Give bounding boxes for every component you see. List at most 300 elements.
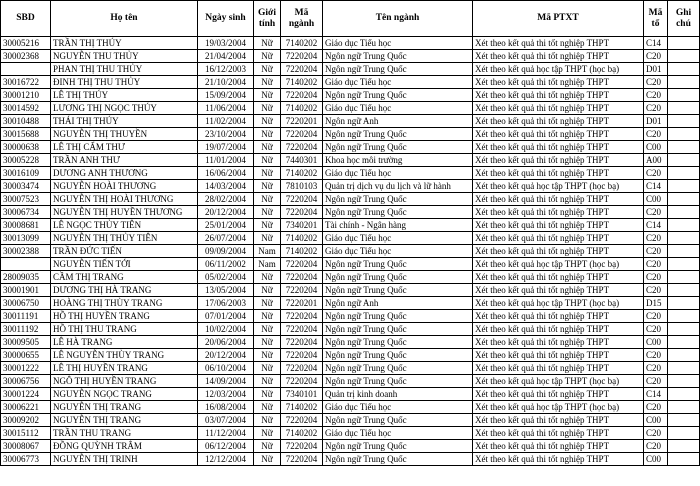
cell-ten-nganh: Ngôn ngữ Trung Quốc [323,258,473,271]
cell-ngay-sinh: 20/06/2004 [198,336,254,349]
cell-ma-to: D15 [644,297,668,310]
cell-ghi-chu [668,284,700,297]
cell-sbd: 30001222 [1,362,51,375]
cell-ho-ten: NGUYỄN THỊ TRANG [51,401,198,414]
cell-ma-nganh: 7220204 [281,349,323,362]
table-row [1,76,700,89]
cell-ten-nganh: Quản trị dịch vụ du lịch và lữ hành [323,180,473,193]
cell-gioi-tinh: Nữ [254,323,281,336]
header-row [1,1,700,37]
cell-ma-nganh: 7440301 [281,154,323,167]
cell-ma-to: C20 [644,427,668,440]
cell-gioi-tinh: Nữ [254,310,281,323]
cell-ho-ten: DƯƠNG THỊ HÀ TRANG [51,284,198,297]
cell-ho-ten: DƯƠNG ANH THƯƠNG [51,167,198,180]
cell-ho-ten: TRẦN THỊ THÚY [51,37,198,50]
cell-sbd: 30000655 [1,349,51,362]
cell-ma-to: C14 [644,180,668,193]
cell-gioi-tinh: Nữ [254,427,281,440]
header-gioi-tinh: Giới tính [254,1,281,37]
cell-ghi-chu [668,271,700,284]
cell-ma-ptxt: Xét theo kết quả thi tốt nghiệp THPT [473,128,644,141]
cell-ma-to: C14 [644,388,668,401]
cell-ma-nganh: 7140202 [281,37,323,50]
cell-ngay-sinh: 06/12/2004 [198,440,254,453]
cell-ghi-chu [668,206,700,219]
cell-sbd: 30009505 [1,336,51,349]
cell-ho-ten: NGUYỄN THU THỦY [51,50,198,63]
cell-sbd: 30010488 [1,115,51,128]
cell-ma-to: C20 [644,245,668,258]
cell-ma-to: C20 [644,167,668,180]
cell-ma-ptxt: Xét theo kết quả học tập THPT (học bạ) [473,401,644,414]
cell-ten-nganh: Giáo dục Tiểu học [323,76,473,89]
cell-ho-ten: HOÀNG THỊ THÙY TRANG [51,297,198,310]
table-row [1,310,700,323]
cell-sbd: 30006750 [1,297,51,310]
cell-ten-nganh: Giáo dục Tiểu học [323,167,473,180]
header-ghi-chu: Ghi chú [668,1,700,37]
cell-ghi-chu [668,63,700,76]
cell-ma-to: C20 [644,323,668,336]
cell-ngay-sinh: 13/05/2004 [198,284,254,297]
cell-ghi-chu [668,427,700,440]
cell-ma-nganh: 7140202 [281,167,323,180]
cell-ma-to: C00 [644,336,668,349]
cell-ma-nganh: 7140202 [281,232,323,245]
cell-ma-to: C20 [644,102,668,115]
cell-ngay-sinh: 11/06/2004 [198,102,254,115]
cell-sbd: 30011192 [1,323,51,336]
cell-ngay-sinh: 28/02/2004 [198,193,254,206]
cell-gioi-tinh: Nữ [254,388,281,401]
table-row [1,297,700,310]
cell-ten-nganh: Ngôn ngữ Trung Quốc [323,284,473,297]
cell-ma-nganh: 7340201 [281,219,323,232]
cell-ten-nganh: Giáo dục Tiểu học [323,245,473,258]
header-ten-nganh: Tên ngành [323,1,473,37]
table-row [1,388,700,401]
cell-ma-ptxt: Xét theo kết quả thi tốt nghiệp THPT [473,76,644,89]
cell-ma-to: C14 [644,37,668,50]
cell-ma-nganh: 7140202 [281,102,323,115]
cell-gioi-tinh: Nữ [254,128,281,141]
table-row [1,440,700,453]
cell-ngay-sinh: 21/10/2004 [198,76,254,89]
cell-ten-nganh: Ngôn ngữ Trung Quốc [323,193,473,206]
cell-ngay-sinh: 03/07/2004 [198,414,254,427]
cell-ten-nganh: Ngôn ngữ Trung Quốc [323,375,473,388]
table-row [1,401,700,414]
cell-ten-nganh: Ngôn ngữ Trung Quốc [323,63,473,76]
cell-ho-ten: HỒ THỊ THU TRANG [51,323,198,336]
cell-ma-ptxt: Xét theo kết quả thi tốt nghiệp THPT [473,284,644,297]
cell-ten-nganh: Giáo dục Tiểu học [323,102,473,115]
table-row [1,89,700,102]
cell-ten-nganh: Ngôn ngữ Trung Quốc [323,349,473,362]
cell-ghi-chu [668,336,700,349]
cell-gioi-tinh: Nữ [254,63,281,76]
cell-ngay-sinh: 11/02/2004 [198,115,254,128]
cell-gioi-tinh: Nữ [254,232,281,245]
cell-ho-ten: NGUYỄN HOÀI THƯƠNG [51,180,198,193]
cell-ma-nganh: 7220204 [281,271,323,284]
cell-ten-nganh: Giáo dục Tiểu học [323,37,473,50]
cell-ma-nganh: 7220204 [281,284,323,297]
cell-ten-nganh: Ngôn ngữ Trung Quốc [323,414,473,427]
cell-ho-ten: LÊ THỊ CẨM THƯ [51,141,198,154]
cell-ma-nganh: 7220204 [281,440,323,453]
cell-ghi-chu [668,375,700,388]
table-row [1,323,700,336]
cell-ma-ptxt: Xét theo kết quả học tập THPT (học bạ) [473,258,644,271]
cell-ngay-sinh: 06/10/2004 [198,362,254,375]
cell-ho-ten: NGUYỄN THỊ HOÀI THƯƠNG [51,193,198,206]
cell-ma-to: C00 [644,414,668,427]
cell-ten-nganh: Giáo dục Tiểu học [323,401,473,414]
cell-ten-nganh: Ngôn ngữ Trung Quốc [323,323,473,336]
cell-ghi-chu [668,37,700,50]
cell-gioi-tinh: Nữ [254,284,281,297]
cell-ngay-sinh: 20/12/2004 [198,206,254,219]
cell-ngay-sinh: 10/02/2004 [198,323,254,336]
cell-ghi-chu [668,414,700,427]
cell-ma-ptxt: Xét theo kết quả thi tốt nghiệp THPT [473,232,644,245]
cell-ma-ptxt: Xét theo kết quả thi tốt nghiệp THPT [473,115,644,128]
table-row [1,232,700,245]
cell-sbd: 30006734 [1,206,51,219]
cell-sbd: 30006773 [1,453,51,466]
cell-gioi-tinh: Nữ [254,102,281,115]
cell-sbd [1,63,51,76]
cell-sbd: 30015688 [1,128,51,141]
cell-ngay-sinh: 15/09/2004 [198,89,254,102]
cell-ma-ptxt: Xét theo kết quả thi tốt nghiệp THPT [473,219,644,232]
cell-sbd: 30002388 [1,245,51,258]
cell-ma-ptxt: Xét theo kết quả thi tốt nghiệp THPT [473,154,644,167]
cell-ngay-sinh: 09/09/2004 [198,245,254,258]
cell-sbd: 28009035 [1,271,51,284]
cell-ma-nganh: 7220204 [281,258,323,271]
cell-sbd: 30009202 [1,414,51,427]
cell-sbd: 30006221 [1,401,51,414]
cell-ten-nganh: Ngôn ngữ Trung Quốc [323,336,473,349]
cell-ma-ptxt: Xét theo kết quả thi tốt nghiệp THPT [473,89,644,102]
cell-ma-to: A00 [644,154,668,167]
table-row [1,180,700,193]
cell-ho-ten: THÁI THỊ THÚY [51,115,198,128]
cell-ma-nganh: 7220204 [281,310,323,323]
table-row [1,128,700,141]
table-row [1,63,700,76]
cell-ma-to: C20 [644,206,668,219]
cell-ten-nganh: Ngôn ngữ Trung Quốc [323,271,473,284]
cell-sbd [1,258,51,271]
cell-ma-to: C20 [644,362,668,375]
cell-ma-to: C20 [644,375,668,388]
cell-ma-ptxt: Xét theo kết quả học tập THPT (học bạ) [473,375,644,388]
cell-ten-nganh: Ngôn ngữ Trung Quốc [323,453,473,466]
table-row [1,375,700,388]
cell-sbd: 30001901 [1,284,51,297]
cell-ma-ptxt: Xét theo kết quả thi tốt nghiệp THPT [473,37,644,50]
table-row [1,453,700,466]
cell-ngay-sinh: 14/09/2004 [198,375,254,388]
table-row [1,50,700,63]
cell-gioi-tinh: Nữ [254,375,281,388]
cell-ma-to: C20 [644,284,668,297]
cell-ngay-sinh: 06/11/2002 [198,258,254,271]
cell-gioi-tinh: Nữ [254,89,281,102]
cell-ma-nganh: 7140202 [281,76,323,89]
cell-ho-ten: LÊ HÀ TRANG [51,336,198,349]
cell-ma-ptxt: Xét theo kết quả thi tốt nghiệp THPT [473,271,644,284]
cell-ma-nganh: 7140202 [281,245,323,258]
cell-ma-to: C00 [644,141,668,154]
cell-gioi-tinh: Nữ [254,154,281,167]
cell-ghi-chu [668,323,700,336]
cell-ma-to: C20 [644,89,668,102]
cell-ma-nganh: 7220204 [281,362,323,375]
cell-sbd: 30005228 [1,154,51,167]
cell-sbd: 30016722 [1,76,51,89]
cell-ho-ten: PHAN THỊ THU THỦY [51,63,198,76]
cell-ma-to: D01 [644,63,668,76]
cell-ho-ten: LÊ NGUYỄN THÙY TRANG [51,349,198,362]
cell-ten-nganh: Ngôn ngữ Anh [323,115,473,128]
cell-gioi-tinh: Nữ [254,271,281,284]
cell-ngay-sinh: 05/02/2004 [198,271,254,284]
table-row [1,193,700,206]
table-row [1,336,700,349]
cell-ghi-chu [668,76,700,89]
cell-gioi-tinh: Nữ [254,453,281,466]
cell-ho-ten: CẦM THỊ TRANG [51,271,198,284]
cell-ho-ten: NGUYỄN THỊ HUYỀN THƯƠNG [51,206,198,219]
cell-ghi-chu [668,180,700,193]
table-row [1,284,700,297]
cell-gioi-tinh: Nữ [254,37,281,50]
cell-ten-nganh: Giáo dục Tiểu học [323,232,473,245]
cell-ngay-sinh: 07/01/2004 [198,310,254,323]
cell-ten-nganh: Ngôn ngữ Trung Quốc [323,50,473,63]
cell-ma-nganh: 7810103 [281,180,323,193]
cell-ghi-chu [668,401,700,414]
cell-ma-ptxt: Xét theo kết quả thi tốt nghiệp THPT [473,323,644,336]
cell-gioi-tinh: Nữ [254,206,281,219]
cell-sbd: 30013099 [1,232,51,245]
cell-ma-ptxt: Xét theo kết quả thi tốt nghiệp THPT [473,362,644,375]
table-row [1,349,700,362]
cell-ghi-chu [668,440,700,453]
cell-ho-ten: ĐỒNG QUỲNH TRÂM [51,440,198,453]
cell-ma-nganh: 7220204 [281,50,323,63]
table-row [1,167,700,180]
cell-sbd: 30005216 [1,37,51,50]
cell-ngay-sinh: 17/06/2003 [198,297,254,310]
cell-ma-nganh: 7220204 [281,63,323,76]
cell-ngay-sinh: 19/03/2004 [198,37,254,50]
table-row [1,362,700,375]
cell-ma-nganh: 7340101 [281,388,323,401]
cell-ma-nganh: 7220204 [281,453,323,466]
cell-ma-nganh: 7220204 [281,323,323,336]
cell-ho-ten: NGUYỄN TIẾN TỚI [51,258,198,271]
table-body [1,37,700,466]
table-row [1,115,700,128]
cell-ho-ten: TRẦN ĐỨC TIẾN [51,245,198,258]
table-row [1,154,700,167]
cell-ho-ten: LÊ THỊ THÚY [51,89,198,102]
cell-ma-ptxt: Xét theo kết quả thi tốt nghiệp THPT [473,102,644,115]
cell-ma-nganh: 7220204 [281,89,323,102]
cell-ghi-chu [668,50,700,63]
cell-ho-ten: ĐINH THỊ THU THỦY [51,76,198,89]
table-row [1,414,700,427]
header-ho-ten: Họ tên [51,1,198,37]
cell-ghi-chu [668,154,700,167]
cell-ngay-sinh: 12/12/2004 [198,453,254,466]
cell-gioi-tinh: Nữ [254,167,281,180]
cell-ma-ptxt: Xét theo kết quả thi tốt nghiệp THPT [473,206,644,219]
cell-sbd: 30008681 [1,219,51,232]
cell-ten-nganh: Khoa học môi trường [323,154,473,167]
cell-gioi-tinh: Nữ [254,414,281,427]
cell-ma-to: D01 [644,115,668,128]
cell-ngay-sinh: 23/10/2004 [198,128,254,141]
table-row [1,258,700,271]
cell-ma-to: C00 [644,193,668,206]
cell-ma-to: C00 [644,453,668,466]
cell-sbd: 30002368 [1,50,51,63]
cell-ho-ten: NGUYỄN THỊ THỦY TIÊN [51,232,198,245]
cell-ho-ten: LÊ NGỌC THỦY TIÊN [51,219,198,232]
cell-ngay-sinh: 20/12/2004 [198,349,254,362]
table-row [1,219,700,232]
cell-ghi-chu [668,453,700,466]
table-row [1,245,700,258]
header-ma-ptxt: Mã PTXT [473,1,644,37]
cell-gioi-tinh: Nữ [254,76,281,89]
cell-sbd: 30001224 [1,388,51,401]
cell-gioi-tinh: Nữ [254,219,281,232]
cell-ma-ptxt: Xét theo kết quả thi tốt nghiệp THPT [473,310,644,323]
cell-ghi-chu [668,362,700,375]
cell-ma-nganh: 7220204 [281,206,323,219]
cell-ma-nganh: 7140202 [281,401,323,414]
table-row [1,427,700,440]
cell-ten-nganh: Giáo dục Tiểu học [323,427,473,440]
cell-ghi-chu [668,258,700,271]
cell-sbd: 30015112 [1,427,51,440]
cell-gioi-tinh: Nữ [254,115,281,128]
cell-sbd: 30001210 [1,89,51,102]
cell-ma-nganh: 7220204 [281,336,323,349]
cell-ma-to: C20 [644,440,668,453]
cell-ho-ten: HỒ THỊ HUYỀN TRANG [51,310,198,323]
cell-ghi-chu [668,388,700,401]
cell-ma-ptxt: Xét theo kết quả học tập THPT (học bạ) [473,180,644,193]
cell-ten-nganh: Ngôn ngữ Trung Quốc [323,440,473,453]
cell-ma-nganh: 7220204 [281,375,323,388]
cell-sbd: 30016109 [1,167,51,180]
cell-gioi-tinh: Nữ [254,440,281,453]
cell-ngay-sinh: 16/12/2003 [198,63,254,76]
cell-ho-ten: NGÔ THỊ HUYỀN TRANG [51,375,198,388]
cell-gioi-tinh: Nữ [254,297,281,310]
cell-ma-ptxt: Xét theo kết quả thi tốt nghiệp THPT [473,349,644,362]
cell-ten-nganh: Ngôn ngữ Trung Quốc [323,128,473,141]
cell-ngay-sinh: 11/12/2004 [198,427,254,440]
table-row [1,206,700,219]
cell-ma-to: C20 [644,258,668,271]
cell-ghi-chu [668,297,700,310]
cell-sbd: 30008067 [1,440,51,453]
cell-ho-ten: NGUYỄN THỊ THUYỀN [51,128,198,141]
cell-ma-to: C20 [644,271,668,284]
cell-ho-ten: TRẦN ANH THƯ [51,154,198,167]
cell-gioi-tinh: Nữ [254,362,281,375]
cell-sbd: 30007523 [1,193,51,206]
cell-ma-nganh: 7220201 [281,297,323,310]
cell-ma-to: C14 [644,219,668,232]
cell-sbd: 30011191 [1,310,51,323]
cell-ma-ptxt: Xét theo kết quả thi tốt nghiệp THPT [473,141,644,154]
cell-ho-ten: LÊ THỊ HUYỀN TRANG [51,362,198,375]
cell-ma-nganh: 7220204 [281,141,323,154]
cell-ma-ptxt: Xét theo kết quả thi tốt nghiệp THPT [473,245,644,258]
cell-sbd: 30003474 [1,180,51,193]
cell-gioi-tinh: Nữ [254,349,281,362]
cell-ma-to: C20 [644,310,668,323]
cell-ten-nganh: Tài chính - Ngân hàng [323,219,473,232]
cell-sbd: 30000638 [1,141,51,154]
cell-gioi-tinh: Nữ [254,401,281,414]
cell-ghi-chu [668,310,700,323]
cell-ten-nganh: Ngôn ngữ Trung Quốc [323,206,473,219]
cell-ghi-chu [668,245,700,258]
cell-ma-nganh: 7220201 [281,115,323,128]
cell-ma-ptxt: Xét theo kết quả thi tốt nghiệp THPT [473,414,644,427]
cell-ma-ptxt: Xét theo kết quả học tập THPT (học bạ) [473,63,644,76]
cell-ma-nganh: 7140202 [281,427,323,440]
cell-ghi-chu [668,219,700,232]
cell-ma-to: C20 [644,349,668,362]
cell-ma-nganh: 7220204 [281,414,323,427]
cell-ghi-chu [668,167,700,180]
header-ngay-sinh: Ngày sinh [198,1,254,37]
cell-gioi-tinh: Nữ [254,193,281,206]
cell-gioi-tinh: Nữ [254,141,281,154]
cell-ma-ptxt: Xét theo kết quả học tập THPT (học bạ) [473,297,644,310]
cell-ngay-sinh: 16/06/2004 [198,167,254,180]
header-ma-to: Mã tổ [644,1,668,37]
cell-ghi-chu [668,102,700,115]
cell-ho-ten: NGUYỄN THỊ TRANG [51,414,198,427]
cell-ho-ten: TRẦN THU TRANG [51,427,198,440]
cell-ho-ten: NGUYỄN THỊ TRINH [51,453,198,466]
cell-ghi-chu [668,193,700,206]
cell-ten-nganh: Ngôn ngữ Trung Quốc [323,89,473,102]
cell-ma-ptxt: Xét theo kết quả thi tốt nghiệp THPT [473,50,644,63]
cell-ngay-sinh: 12/03/2004 [198,388,254,401]
cell-ngay-sinh: 11/01/2004 [198,154,254,167]
cell-ho-ten: NGUYỄN NGỌC TRANG [51,388,198,401]
cell-ten-nganh: Ngôn ngữ Trung Quốc [323,141,473,154]
cell-ghi-chu [668,128,700,141]
table-row [1,271,700,284]
cell-ghi-chu [668,115,700,128]
